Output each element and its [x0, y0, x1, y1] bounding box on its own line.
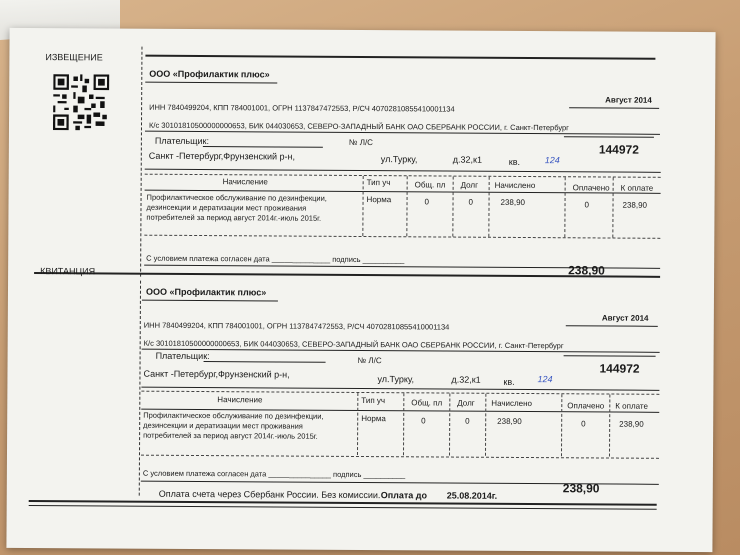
header-charged: Начислено — [494, 180, 536, 191]
row-charged: 238,90 — [500, 197, 526, 208]
payer-line — [203, 146, 323, 148]
col-sep-6b — [609, 395, 610, 457]
service-line-2: дезинсекции и дератизации мест проживания — [146, 202, 307, 213]
footer-note: Оплата счета через Сбербанк России. Без комиссии. — [158, 488, 381, 501]
inn-line-2: ИНН 7840499204, КПП 784001001, ОГРН 1137847472553, Р/СЧ 40702810855410001134 — [143, 320, 450, 332]
service-line-1: Профилактическое обслуживание по дезинфекции, — [146, 192, 327, 203]
cut-line-bottom — [139, 281, 141, 496]
address-street-2: ул.Турку, — [377, 374, 415, 385]
header-paid-2: Оплачено — [567, 401, 605, 411]
top-border — [145, 55, 655, 60]
address-city-2: Санкт -Петербург,Фрунзенский р-н, — [143, 368, 290, 380]
header-charged-2: Начислено — [491, 398, 533, 409]
row-area-2: 0 — [421, 416, 426, 426]
col-sep-1 — [362, 176, 363, 236]
header-nachislenie-2: Начисление — [217, 395, 263, 405]
footer-due-date: 25.08.2014г. — [446, 490, 498, 501]
row-due-2: 238,90 — [619, 419, 644, 429]
org-underline-2 — [142, 300, 278, 302]
account-label-2: № Л/С — [357, 355, 382, 366]
account-number-2: 144972 — [599, 361, 640, 376]
header-area-2: Общ. пл — [411, 398, 443, 408]
service-line-1b: Профилактическое обслуживание по дезинфекции, — [143, 410, 324, 421]
header-due: К оплате — [620, 183, 654, 193]
account-overline-2 — [564, 355, 656, 357]
row-type-2: Норма — [361, 414, 386, 424]
col-sep-5b — [561, 394, 562, 456]
address-city: Санкт -Петербург,Фрунзенский р-н, — [148, 150, 296, 162]
service-line-3b: потребителей за период август 2014г.-июль 2015г. — [143, 430, 318, 441]
org-underline — [145, 82, 277, 84]
condition-line: С условием платежа согласен дата ______________ подпись __________ — [146, 253, 405, 265]
row-paid: 0 — [584, 200, 590, 210]
col-sep-6 — [612, 178, 613, 238]
payer-label: Плательщик: — [154, 135, 210, 147]
period-underline-2 — [566, 325, 658, 327]
col-sep-4b — [485, 394, 486, 456]
col-sep-5 — [564, 177, 565, 237]
inn-line: ИНН 7840499204, КПП 784001001, ОГРН 1137847472553, Р/СЧ 40702810855410001134 — [149, 102, 455, 114]
account-overline — [564, 136, 654, 138]
total-amount-2: 238,90 — [562, 481, 600, 496]
header-nachislenie: Начисление — [222, 177, 268, 187]
period-underline — [569, 107, 659, 109]
apartment-scribble: 124 — [544, 155, 560, 166]
col-sep-2 — [406, 176, 407, 236]
total-amount: 238,90 — [568, 263, 605, 278]
payment-receipt — [6, 28, 715, 552]
address-underline — [145, 169, 661, 173]
payer-line-2 — [204, 361, 326, 363]
header-area: Общ. пл — [414, 180, 446, 190]
row-debt: 0 — [468, 197, 474, 207]
col-sep-4 — [488, 177, 489, 237]
row-area: 0 — [424, 197, 430, 207]
row-type: Норма — [366, 195, 392, 205]
col-sep-2b — [403, 393, 404, 455]
col-sep-1b — [357, 393, 358, 455]
period: Август 2014 — [605, 95, 652, 105]
bank-line: К/с 30101810500000000653, БИК 044030653, СЕВЕРО-ЗАПАДНЫЙ БАНК ОАО СБЕРБАНК РОССИИ, г. Санкт-Петербург — [148, 120, 569, 133]
row-debt-2: 0 — [465, 416, 470, 426]
header-paid: Оплачено — [572, 183, 610, 193]
address-street: ул.Турку, — [380, 154, 418, 165]
section-divider — [34, 272, 660, 278]
address-house: д.32,к1 — [452, 154, 483, 165]
col-sep-3 — [452, 177, 453, 237]
row-charged-2: 238,90 — [497, 416, 522, 426]
condition-line-2: С условием платежа согласен дата _______________ подпись __________ — [142, 468, 406, 480]
address-house-2: д.32,к1 — [451, 374, 481, 385]
org-name-2: ООО «Профилактик плюс» — [145, 286, 267, 298]
bank-underline-2 — [142, 349, 660, 353]
account-number: 144972 — [598, 142, 639, 157]
qr-code-icon — [53, 74, 109, 130]
cut-line-top — [140, 47, 142, 277]
header-debt: Долг — [460, 180, 479, 190]
kvitanciya-label: КВИТАНЦИЯ — [40, 266, 96, 277]
address-kv-2: кв. — [503, 376, 515, 387]
address-kv: кв. — [508, 156, 521, 167]
header-debt-2: Долг — [457, 398, 475, 408]
payer-label-2: Плательщик: — [155, 350, 210, 362]
table-bottom-dash — [144, 235, 660, 239]
bottom-border-thin — [29, 505, 657, 510]
table-bottom-dash-2 — [141, 455, 659, 459]
service-line-3: потребителей за период август 2014г.-июль 2015г. — [146, 212, 322, 223]
row-paid-2: 0 — [581, 419, 586, 429]
period-2: Август 2014 — [601, 313, 649, 323]
footer-due-label: Оплата до — [380, 490, 428, 501]
header-tip: Тип уч — [366, 178, 391, 188]
header-due-2: К оплате — [615, 401, 648, 411]
izveshchenie-label: ИЗВЕЩЕНИЕ — [45, 52, 103, 63]
col-sep-3b — [449, 394, 450, 456]
bank-line-2: К/с 30101810500000000653, БИК 044030653, СЕВЕРО-ЗАПАДНЫЙ БАНК ОАО СБЕРБАНК РОССИИ, г. Санкт-Петербург — [143, 338, 564, 351]
apartment-scribble-2: 124 — [537, 374, 553, 385]
bank-underline — [145, 131, 660, 135]
header-tip-2: Тип уч — [361, 396, 386, 406]
row-due: 238,90 — [622, 200, 648, 210]
service-line-2b: дезинсекции и дератизации мест проживания — [143, 420, 303, 431]
account-label: № Л/С — [348, 137, 373, 148]
org-name: ООО «Профилактик плюс» — [149, 68, 270, 80]
